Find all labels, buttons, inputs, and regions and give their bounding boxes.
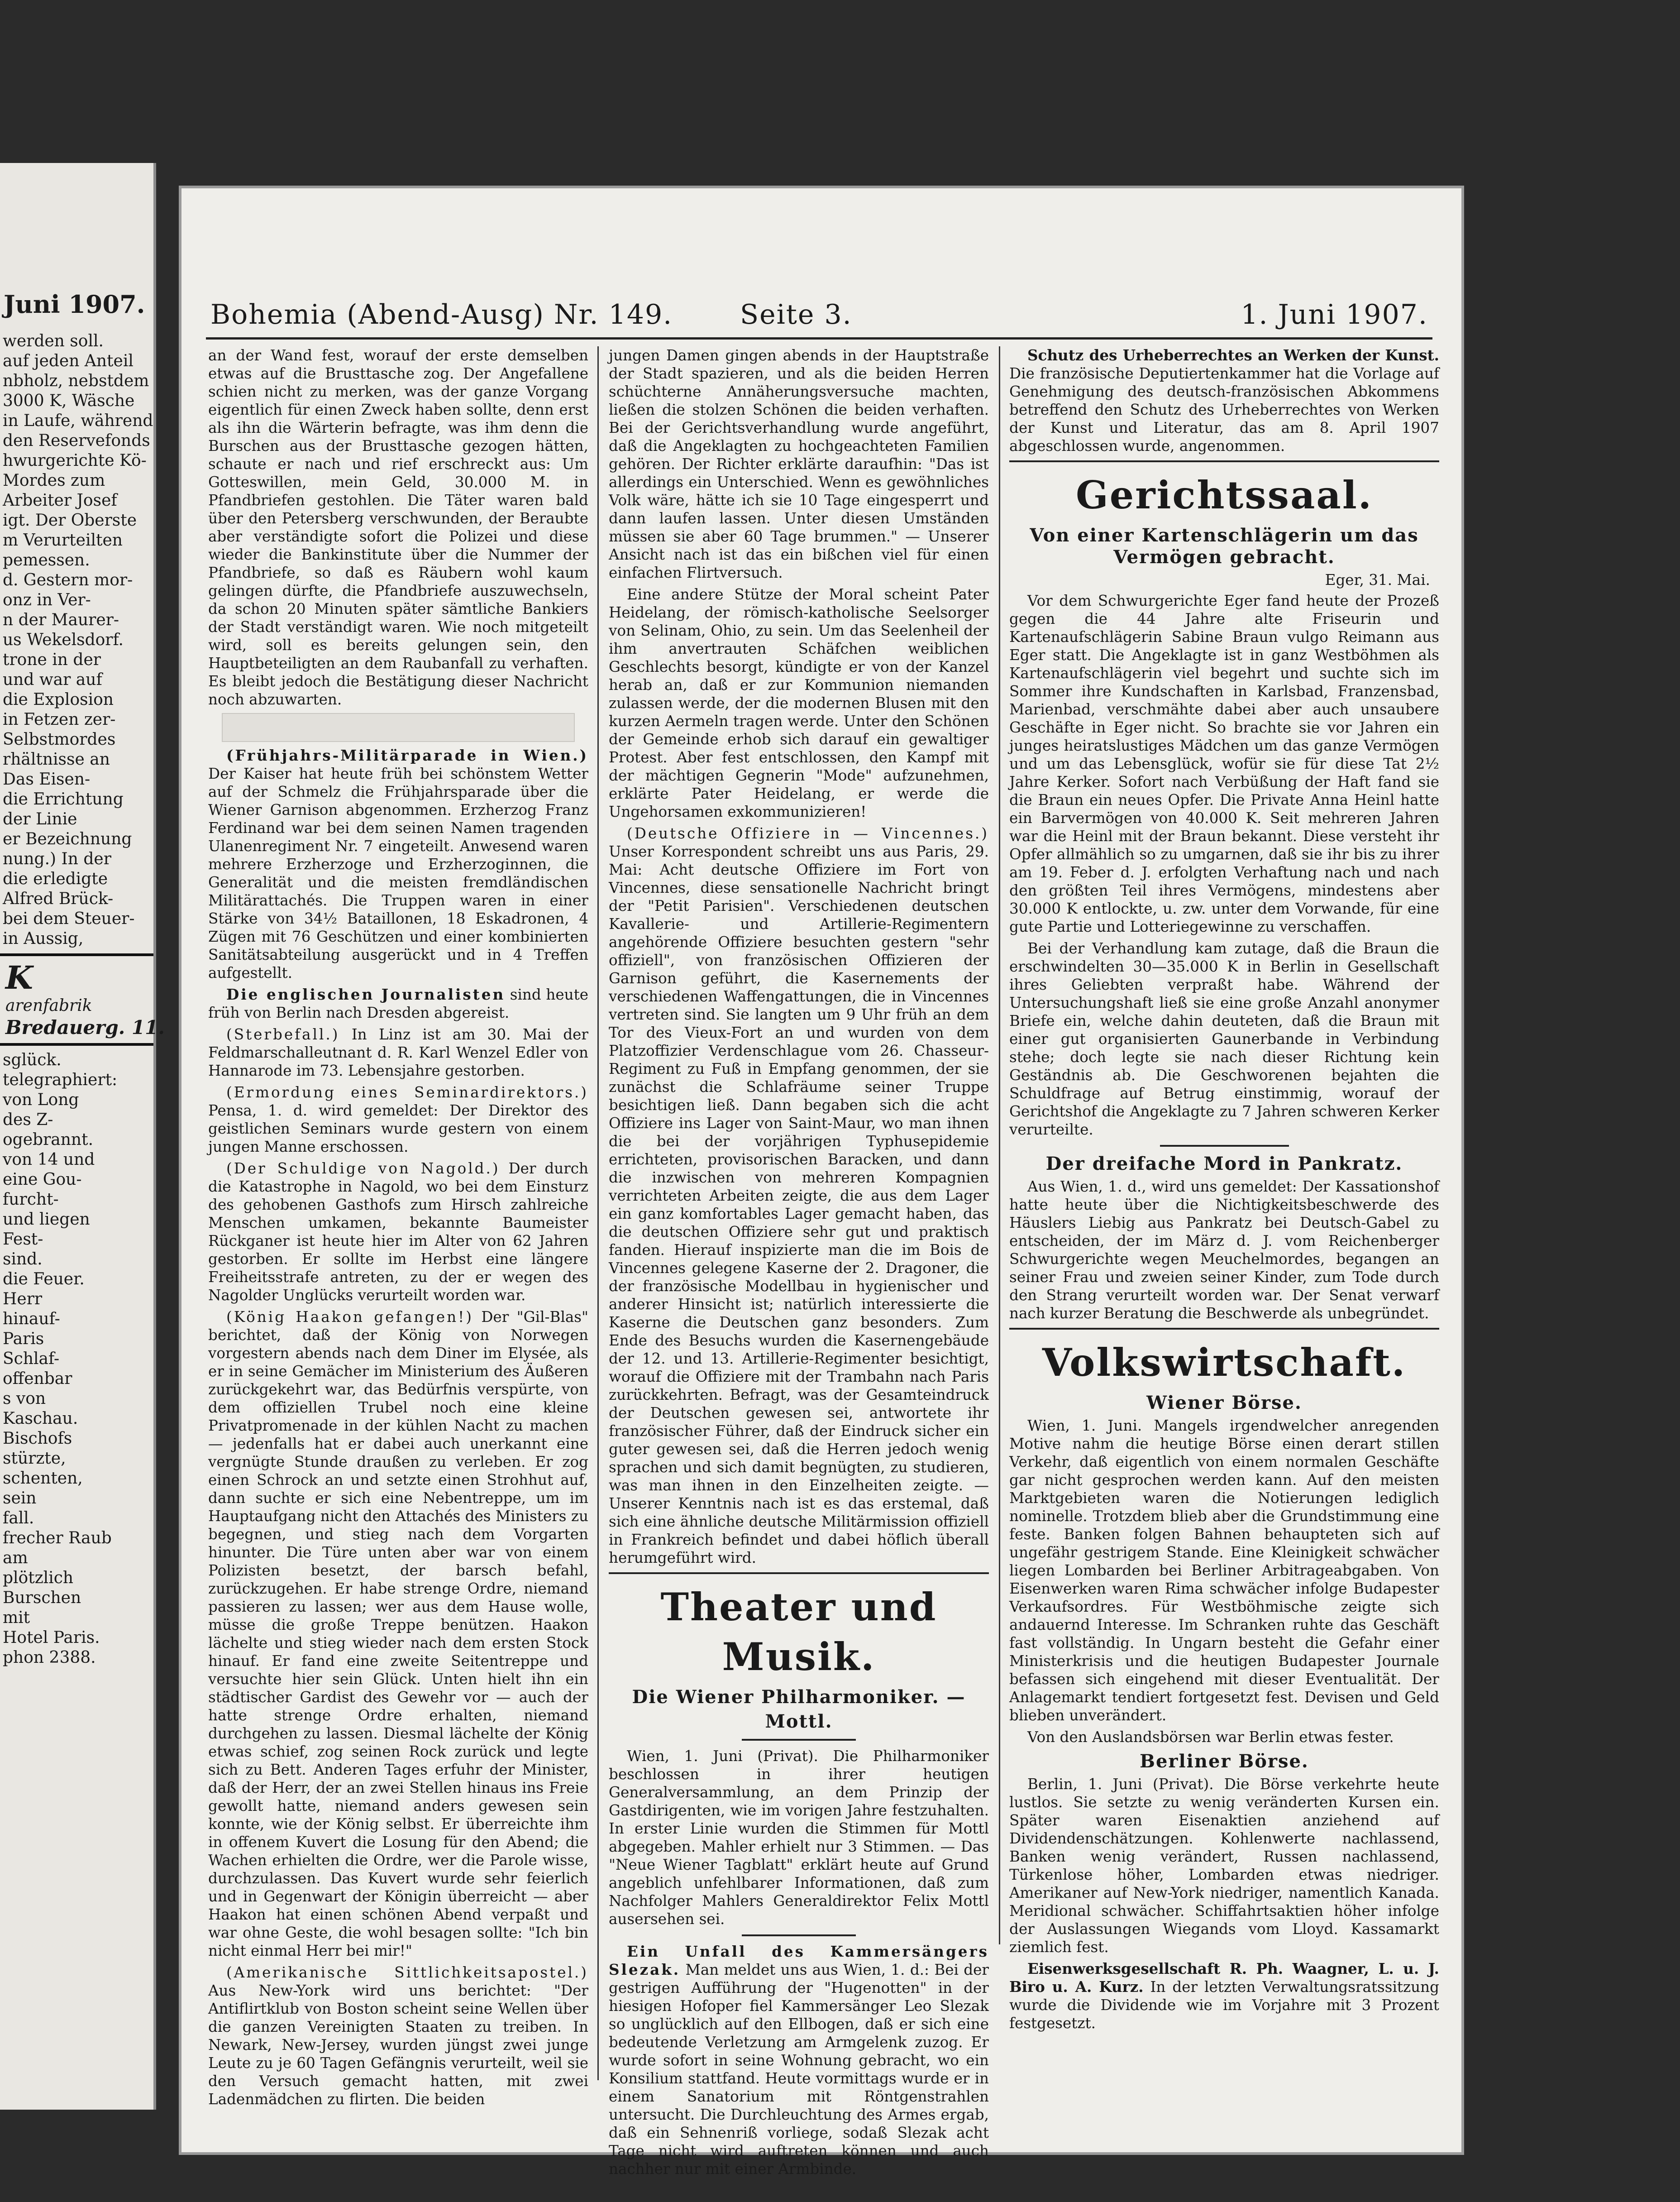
prev-page-text-fragment: auf jeden Anteil [3, 352, 134, 370]
article-subtitle: Der dreifache Mord in Pankratz. [1045, 1153, 1403, 1174]
article-body: Pensa, 1. d. wird gemeldet: Der Direktor des geistlichen Seminars wurde gestern von einem jungen Manne erschossen. [208, 1102, 588, 1155]
section-rule [1009, 460, 1439, 462]
article-paragraph: Von den Auslandsbörsen war Berlin etwas fester. [1027, 1728, 1394, 1746]
page-number: Seite 3. [740, 299, 852, 330]
prev-page-text-fragment: onz in Ver- [3, 591, 91, 609]
prev-page-text-fragment: hinauf- [3, 1310, 60, 1328]
prev-page-text-fragment: Fest- [3, 1230, 43, 1249]
prev-page-text-fragment: frecher Raub [3, 1529, 112, 1547]
prev-page-text-fragment: Paris [3, 1330, 44, 1348]
article-headline: Die englischen Journalisten [226, 986, 506, 1003]
prev-page-text-fragment: d. Gestern mor- [3, 571, 133, 589]
ad-letter: K [5, 959, 33, 996]
prev-page-text-fragment: Mordes zum [3, 471, 105, 490]
prev-page-text-fragment: die Errichtung [3, 790, 124, 809]
prev-page-text-fragment: am [3, 1549, 28, 1567]
article-headline: (Ermordung eines Seminardirektors.) [226, 1084, 588, 1101]
prev-page-text-fragment: in Aussig, [3, 929, 84, 948]
prev-page-text-fragment: des Z- [3, 1111, 53, 1129]
bleed-through-block [222, 713, 575, 742]
prev-page-text-fragment: eine Gou- [3, 1170, 82, 1189]
article-paragraph: jungen Damen gingen abends in der Hauptstraße der Stadt spazieren, und als die beiden Herren schüchterne Annäherungsversuche machten, ließen die stolzen Schönen die beiden verhaften. Bei der Gerichtsverhandlung wurde angeführt, daß die Angeklagten zu hochgeachteten Familien gehören. Der Richter erklärte daraufhin: "Das ist allerdings ein Unterschied. Wenn es gewöhnliches Volk wäre, hätte ich sie 10 Tage eingesperrt und dann laufen lassen. Unter diesen Umständen müssen sie aber 60 Tage brummen." — Unserer Ansicht nach ist das ein bißchen viel für einen einfachen Flirtversuch. [609, 347, 989, 581]
prev-page-text-fragment: n der Maurer- [3, 611, 119, 629]
dateline: Eger, 31. Mai. [1325, 571, 1430, 589]
prev-page-text-fragment: trone in der [3, 651, 101, 669]
prev-page-fragments-2 [0, 1050, 153, 1668]
prev-page-text-fragment: rhältnisse an [3, 750, 110, 769]
prev-page-text-fragment: schenten, [3, 1469, 83, 1488]
prev-page-text-fragment: bei dem Steuer- [3, 910, 135, 928]
prev-page-text-fragment: Hotel Paris. [3, 1628, 100, 1647]
prev-page-header: Juni 1907. [4, 290, 145, 319]
prev-page-text-fragment: m Verurteilten [3, 531, 123, 550]
article-body: Aus New-York wird uns berichtet: "Der Antiflirtklub von Boston scheint seine Wellen über die ganzen Vereinigten Staaten zu treiben. In Newark, New-Jersey, wurden jüngst zwei junge Leute zu je 60 Tagen Gefängnis verurteilt, weil sie den Versuch gemacht hatten, mit zwei Ladenmädchen zu flirten. Die beiden [208, 1982, 588, 2108]
article-subtitle: Von einer Kartenschlägerin um das Vermögen gebracht. [1030, 525, 1419, 568]
prev-page-text-fragment: us Wekelsdorf. [3, 631, 124, 649]
article-headline: Eisenwerksgesellschaft R. Ph. Waagner, L. u. J. Biro u. A. Kurz. [1009, 1960, 1439, 1996]
article-paragraph: Aus Wien, 1. d., wird uns gemeldet: Der Kassationshof hatte heute über die Nichtigkeitsbeschwerde des Häuslers Liebig aus Pankratz bei Deutsch-Gabel zu entscheiden, der im März d. J. vom Reichenberger Schwurgerichte wegen Meuchelmordes, begangen an seiner Frau und zweien seiner Kinder, zum Tode durch den Strang verurteilt worden war. Der Senat verwarf nach kurzer Beratung die Beschwerde als unbegründet. [1009, 1178, 1439, 1322]
article-paragraph: Eine andere Stütze der Moral scheint Pater Heidelang, der römisch-katholische Seelsorger von Selinam, Ohio, zu sein. Um das Seelenheil der ihm anvertrauten Schäfchen weiblichen Geschlechts besorgt, kündigte er von der Kanzel herab an, daß er zur Kommunion niemanden zulassen werde, der die modernen Blusen mit den kurzen Aermeln tragen werde. Unter den Schönen der Gemeinde erhob sich darauf ein gewaltiger Protest. Aber fest entschlossen, den Kampf mit der mächtigen Gegnerin "Mode" aufzunehmen, erklärte Pater Heidelang, er werde die Ungehorsamen exkommunizieren! [609, 586, 989, 820]
prev-page-text-fragment: und war auf [3, 670, 102, 689]
article-headline: (Der Schuldige von Nagold.) [226, 1160, 500, 1177]
article-paragraph [208, 1025, 588, 1080]
article-subtitle: Berliner Börse. [1140, 1751, 1309, 1772]
prev-page-text-fragment: Kaschau. [3, 1409, 78, 1428]
prev-page-text-fragment: plötzlich [3, 1569, 74, 1587]
article-paragraph: an der Wand fest, worauf der erste demselben etwas auf die Brusttasche zog. Der Angefallene schien nicht zu merken, was der ganze Vorgang eigentlich für einen Zweck haben sollte, denn erst als ihn die Wärterin befragte, was ihm denn die Burschen aus der Brusttasche gezogen hätten, schaute er nach und rief erschreckt aus: Um Gotteswillen, mein Geld, 30.000 M. in Pfandbriefen gestohlen. Die Täter waren bald über den Petersberg verschwunden, der Beraubte aber verständigte sofort die Polizei und diese wieder die Bankinstitute über die Nummer der Pfandbriefe, so daß es Räubern wohl kaum gelingen dürfte, die Pfandbriefe auszuwechseln, da schon 20 Minuten später sämtliche Bankiers der Stadt verständigt waren. Wie noch mitgeteilt wird, soll es bereits gelungen sein, den Hauptbeteiligten an dem Raubanfall zu verhaften. Es bleibt jedoch die Bestätigung dieser Nachricht noch abzuwarten. [208, 347, 588, 708]
prev-page-text-fragment: nbholz, nebstdem [3, 372, 149, 390]
prev-page-text-fragment: stürzte, [3, 1449, 66, 1468]
article-body: Der durch die Katastrophe in Nagold, wo bei dem Einsturz des gehobenen Gasthofs zum Hirsch zahlreiche Menschen umkamen, bekannte Baumeister Rückganer ist heute hier im Alter von 62 Jahren gestorben. Er sollte im Herbst eine längere Freiheitsstrafe antreten, zu der er wegen des Nagolder Unglücks verurteilt worden war. [208, 1160, 588, 1304]
article-paragraph [208, 1308, 588, 1960]
masthead-left: Bohemia (Abend-Ausg) Nr. 149. [210, 299, 673, 330]
article-body: Der "Gil-Blas" berichtet, daß der König von Norwegen vorgestern abends nach dem Diner im Elysée, als er in seine Gemächer im Ministerium des Äußeren zurückgekehrt war, das Bedürfnis verspürte, von dem offiziellen Trubel noch eine kleine Privatpromenade in der kühlen Nacht zu machen — jedenfalls hat er dabei auch unerkannt eine vergnügte Stunde draußen zu verleben. Er zog einen Schrock an und setzte einen Strohhut auf, dann suchte er sich eine Nebentreppe, um im Hauptaufgang nicht den Attachés des Ministers zu begegnen, und stieg nach dem Vorgarten hinunter. Die Türe unten aber war von einem Polizisten besetzt, der barsch befahl, zurückzugehen. Er habe strenge Ordre, niemand passieren zu lassen; wer aus dem Hause wolle, müsse die große Treppe benützen. Haakon lächelte und stieg wieder nach dem ersten Stock hinauf. Er fand eine zweite Seitentreppe und versuchte hier sein Glück. Unten hielt ihn ein städtischer Gardist des Gewehr vor — auch der hatte strenge Ordre erhalten, niemand durchgehen zu lassen. Diesmal lächelte der König etwas schief, zog seinen Rock zurück und legte sich zu Bett. Anderen Tages erfuhr der Minister, daß der Herr, der an zwei Stellen hinaus ins Freie gewollt hatte, niemand anders gewesen sein konnte, wie der König selbst. Er überreichte ihm in offenem Kuvert die Losung für den Abend; die Wachen erhielten die Ordre, wer die Parole wisse, durchzulassen. Das Kuvert wurde sehr feierlich und in Gegenwart der Königin überreicht — aber Haakon hat einen schönen Abend verpaßt und war ohne Geste, die wohl besagen sollte: "Ich bin nicht einmal Herr bei mir!" [208, 1308, 589, 1959]
article-body: Die französische Deputiertenkammer hat die Vorlage auf Genehmigung des deutsch-französischen Abkommens betreffend den Schutz des Urheberrechtes von Werken der Kunst und Literatur, das am 8. April 1907 abgeschlossen wurde, angenommen. [1009, 365, 1439, 455]
prev-page-text-fragment: die erledigte [3, 870, 108, 888]
article-paragraph [1009, 1960, 1439, 2032]
article-subtitle: Wiener Börse. [1146, 1392, 1302, 1413]
prev-page-text-fragment: in Laufe, während [3, 412, 153, 430]
ad-line-1: arenfabrik [5, 996, 92, 1015]
ad-line-2: Bredauerg. 11. [5, 1016, 165, 1039]
article-body: Man meldet uns aus Wien, 1. d.: Bei der gestrigen Aufführung der "Hugenotten" in der hiesigen Hofoper fiel Kammersänger Leo Slezak so unglücklich auf den Ellbogen, daß er sich eine bedeutende Verletzung am Armgelenk zuzog. Er wurde sofort in seine Wohnung gebracht, wo ein Konsilium stattfand. Heute vormittags wurde er in einem Sanatorium mit Röntgenstrahlen untersucht. Die Durchleuchtung des Armes ergab, daß ein Sehnenriß vorliege, sodaß Slezak acht Tage nicht wird auftreten können und auch nachher nur mit einer Armbinde. [609, 1961, 989, 2178]
prev-page-text-fragment: nung.) In der [3, 850, 111, 868]
prev-page-text-fragment: fall. [3, 1509, 34, 1527]
short-rule [1160, 1145, 1289, 1147]
prev-page-text-fragment: ogebrannt. [3, 1130, 94, 1149]
prev-page-text-fragment: hwurgerichte Kö- [3, 451, 147, 470]
article-paragraph [208, 1963, 588, 2108]
article-headline: Ein Unfall des Kammersängers Slezak. [609, 1943, 989, 1978]
article-headline: (Amerikanische Sittlichkeitsapostel.) [226, 1964, 588, 1981]
column-2 [609, 346, 989, 2178]
prev-page-text-fragment: von 14 und [3, 1150, 95, 1169]
prev-page-fragments [0, 331, 153, 949]
prev-page-text-fragment: werden soll. [3, 332, 104, 350]
prev-page-text-fragment: Arbeiter Josef [3, 491, 117, 510]
prev-page-text-fragment: in Fetzen zer- [3, 710, 116, 729]
article-body: Der Kaiser hat heute früh bei schönstem Wetter auf der Schmelz die Frühjahrsparade über die Wiener Garnison abgenommen. Erzherzog Franz Ferdinand war bei dem seinen Namen tragenden Ulanenregiment Nr. 7 eingeteilt. Anwesend waren mehrere Erzherzoge und Erzherzoginnen, die Generalität und die meisten fremdländischen Militärattachés. Die Truppen waren in einer Stärke von 34½ Bataillonen, 18 Eskadronen, 4 Zügen mit 76 Geschützen und einer kombinierten Sanitätsabteilung ausgerückt und in 4 Treffen aufgestellt. [208, 765, 588, 981]
article-body: In der letzten Verwaltungsratssitzung wurde die Dividende wie im Vorjahre mit 3 Prozent festgesetzt. [1009, 1978, 1439, 2032]
header-rule [206, 337, 1432, 340]
prev-page-text-fragment: sind. [3, 1250, 43, 1269]
column-rule-2 [999, 346, 1000, 1944]
prev-page-text-fragment: den Reservefonds [3, 431, 150, 450]
article-headline: (König Haakon gefangen!) [226, 1308, 473, 1326]
article-body: In Linz ist am 30. Mai der Feldmarschalleutnant d. R. Karl Wenzel Edler von Hannarode im 73. Lebensjahre gestorben. [208, 1026, 588, 1079]
article-subtitle: Die Wiener Philharmoniker. — [632, 1686, 966, 1708]
newspaper-page [179, 186, 1464, 2178]
prev-page-text-fragment: Alfred Brück- [3, 890, 114, 908]
column-1 [208, 346, 588, 2119]
section-title-theater: Theater und Musik. [660, 1584, 937, 1679]
prev-page-text-fragment: Burschen [3, 1589, 81, 1607]
article-paragraph: Wien, 1. Juni (Privat). Die Philharmoniker beschlossen in ihrer heutigen Generalversammlung, an dem Prinzip der Gastdirigenten, wie im vorigen Jahre festzuhalten. In erster Linie wurden die Stimmen für Mottl abgegeben. Mahler erhielt nur 3 Stimmen. — Das "Neue Wiener Tagblatt" erklärt heute auf Grund angeblich unfehlbarer Informationen, daß zum Nachfolger Mahlers Generaldirektor Felix Mottl ausersehen sei. [609, 1747, 989, 1928]
prev-page-text-fragment: 3000 K, Wäsche [3, 392, 135, 410]
article-paragraph [208, 986, 588, 1022]
prev-page-text-fragment: von Long [3, 1091, 79, 1109]
prev-page-text-fragment: telegraphiert: [3, 1071, 118, 1089]
article-body: Unser Korrespondent schreibt uns aus Paris, 29. Mai: Acht deutsche Offiziere im Fort von Vincennes, diese sensationelle Nachricht bringt der "Petit Parisien". Verschiedenen deutschen Kavallerie- und Artillerie-Regimentern angehörende Offiziere besuchten gestern "sehr offiziell", von französischen Offizieren der Garnison geführt, die Kasernements der verschiedenen Waffengattungen, die in Vincennes vertreten sind. Sie langten um 9 Uhr früh an dem Tor des Vieux-Fort an und wurden von dem Platzoffizier Verdenschlague vom 26. Chasseur-Regiment zu Fuß in Empfang genommen, der sie zunächst die Schlafräume seiner Truppe besichtigen ließ. Dann begaben sich die acht Offiziere ins Lager von Saint-Maur, wo man ihnen die bei der vorjährigen Typhusepidemie errichteten, provisorischen Baracken, und dann die inzwischen von mehreren Kompagnien verrichteten Arbeiten zeigte, die aus dem Lager ein ganz komfortables Lager gemacht haben, das die deutschen Offiziere sehr gut und praktisch fanden. Hierauf inspizierte man die im Bois de Vincennes gelegene Kaserne der 2. Dragoner, die der französische Modellbau in hygienischer und anderer Hinsicht ist; natürlich interessierte die Kaserne die Deutschen ganz besonders. Zum Ende des Besuchs wurden die Kasernengebäude der 12. und 13. Artillerie-Regimenter besichtigt, worauf die Offiziere mit der Trambahn nach Paris zurückkehrten. Befragt, was der Gesamteindruck der Deutschen gewesen sei, antwortete ihr französischer Führer, daß der Eindruck sicher ein guter gewesen sei, daß die Herren jedoch wenig sprachen und sich damit begnügten, zu studieren, was man ihnen in den Einzelheiten zeigte. — Unserer Kenntnis nach ist es das erstemal, daß sich eine ähnliche deutsche Militärmission offiziell in Frankreich befindet und dabei höflich überall herumgeführt wird. [609, 843, 989, 1566]
prev-page-text-fragment: Herr [3, 1290, 43, 1308]
article-paragraph: Bei der Verhandlung kam zutage, daß die Braun die erschwindelten 30—35.000 K in Berlin in Gesellschaft ihres Geliebten verpraßt habe. Während der Untersuchungshaft ließ sie eine große Anzahl anonymer Briefe ein, welche dahin deuteten, daß die Braun mit einer gut organisierten Gaunerbande in Verbindung stehe; doch legte sie nach dieser Richtung kein Geständnis ab. Die Geschworenen bejahten die Schuldfrage auf Betrug einstimmig, worauf der Gerichtshof die Angeklagte zu 7 Jahren schweren Kerker verurteilte. [1009, 940, 1439, 1138]
short-rule [742, 1934, 856, 1936]
article-paragraph [609, 1943, 989, 2178]
prev-page-text-fragment: die Explosion [3, 690, 114, 709]
prev-page-text-fragment: er Bezeichnung [3, 830, 132, 848]
prev-page-ad [0, 953, 165, 1046]
prev-page-text-fragment: und liegen [3, 1210, 90, 1229]
section-rule [609, 1572, 989, 1574]
prev-page-text-fragment: Selbstmordes [3, 730, 116, 749]
article-headline: Schutz des Urheberrechtes an Werken der Kunst. [1027, 346, 1439, 364]
issue-date: 1. Juni 1907. [1241, 299, 1428, 330]
prev-page-text-fragment: sglück. [3, 1051, 62, 1069]
article-body: sind heute früh von Berlin nach Dresden abgereist. [208, 986, 589, 1021]
prev-page-text-fragment: Das Eisen- [3, 770, 91, 789]
article-paragraph [609, 824, 989, 1567]
column-rule-1 [597, 346, 599, 2080]
prev-page-text-fragment: mit [3, 1608, 30, 1627]
prev-page-text-fragment: sein [3, 1489, 37, 1508]
prev-page-text-fragment: pemessen. [3, 551, 90, 570]
article-paragraph: Vor dem Schwurgerichte Eger fand heute der Prozeß gegen die 44 Jahre alte Friseurin und Kartenaufschlägerin Sabine Braun vulgo Reimann aus Eger statt. Die Angeklagte ist in ganz Westböhmen als Kartenaufschlägerin viel begehrt und suchte sich im Sommer ihre Kundschaften in Karlsbad, Franzensbad, Marienbad, verschmähte dabei aber auch unsaubere Geschäfte in Eger nicht. So brachte sie vor Jahren ein junges heiratslustiges Mädchen um das ganze Vermögen und um das Lebensglück, wofür sie für diese Tat 2½ Jahre Kerker. Sofort nach Verbüßung der Haft fand sie die Braun ein neues Opfer. Die Private Anna Heinl hatte ein Barvermögen von 40.000 K. Seit mehreren Jahren war die Heinl mit der Braun bekannt. Diese versteht ihr Opfer allmählich so zu umgarnen, daß sie ihr bis zu ihrer am 19. Feber d. J. erfolgten Verhaftung nach und nach den größten Teil ihres Vermögens, mindestens aber 30.000 K entlockte, u. zw. unter dem Vorwande, für eine gute Partie und Lotteriegewinne zu verschaffen. [1009, 592, 1439, 935]
prev-page-text-fragment: furcht- [3, 1190, 59, 1209]
article-subtitle: Mottl. [765, 1711, 833, 1732]
section-title-volkswirtschaft: Volkswirtschaft. [1042, 1340, 1407, 1385]
article-paragraph: Wien, 1. Juni. Mangels irgendwelcher anregenden Motive nahm die heutige Börse einen derart stillen Verkehr, daß eigentlich von einem normalen Geschäfte gar nicht gesprochen werden kann. Auf den meisten Marktgebieten waren die Notierungen lediglich nominelle. Trotzdem blieb aber die Grundstimmung eine feste. Banken folgen Bahnen behaupteten sich auf ungefähr gestrigem Stande. Eine Kleinigkeit schwächer liegen Lombarden bei Berliner Arbitrageabgaben. Von Eisenwerken waren Rima schwächer infolge Budapester Verkaufsordres. Für Westböhmische zeigte sich andauernd Interesse. Im Schranken ruhte das Geschäft fast vollständig. In Ungarn besteht die Gefahr einer Ministerkrisis und die heutigen Budapester Journale befassen sich eingehend mit dieser Eventualität. Der Anlagemarkt tendiert fortgesetzt fest. Devisen und Geld blieben unverändert. [1009, 1417, 1439, 1724]
prev-page-text-fragment: offenbar [3, 1369, 72, 1388]
article-headline: (Sterbefall.) [226, 1026, 340, 1043]
prev-page-text-fragment: s von [3, 1389, 46, 1408]
prev-page-text-fragment: Bischofs [3, 1429, 72, 1448]
prev-page-text-fragment: der Linie [3, 810, 77, 828]
prev-page-text-fragment: Schlaf- [3, 1350, 60, 1368]
prev-page-text-fragment: die Feuer. [3, 1270, 85, 1288]
prev-page-text-fragment: phon 2388. [3, 1648, 96, 1667]
column-3 [1009, 346, 1439, 2119]
article-paragraph: Berlin, 1. Juni (Privat). Die Börse verkehrte heute lustlos. Sie setzte zu wenig veränderten Kursen ein. Später waren Eisenaktien anziehend auf Dividendenschätzungen. Kohlenwerte nachlassend, Banken wenig verändert, Russen nachlassend, Türkenlose höher, Lombarden etwas niedriger. Amerikaner auf New-York niedriger, namentlich Kanada. Meridional schwächer. Schiffahrtsaktien höher infolge der Auslassungen Wiegands vom Lloyd. Kassamarkt ziemlich fest. [1009, 1776, 1439, 1956]
section-title-gerichtssaal: Gerichtssaal. [1076, 473, 1373, 517]
article-headline: (Frühjahrs-Militärparade in Wien.) [226, 747, 588, 764]
article-paragraph [208, 1159, 588, 1304]
prev-page-text-fragment: igt. Der Oberste [3, 511, 137, 530]
article-paragraph [208, 747, 588, 982]
short-rule [742, 1739, 856, 1741]
article-paragraph [1009, 346, 1439, 455]
previous-page-strip [0, 163, 165, 2110]
section-rule [1009, 1328, 1439, 1330]
article-paragraph [208, 1083, 588, 1156]
article-headline: (Deutsche Offiziere in — Vincennes.) [627, 825, 989, 842]
